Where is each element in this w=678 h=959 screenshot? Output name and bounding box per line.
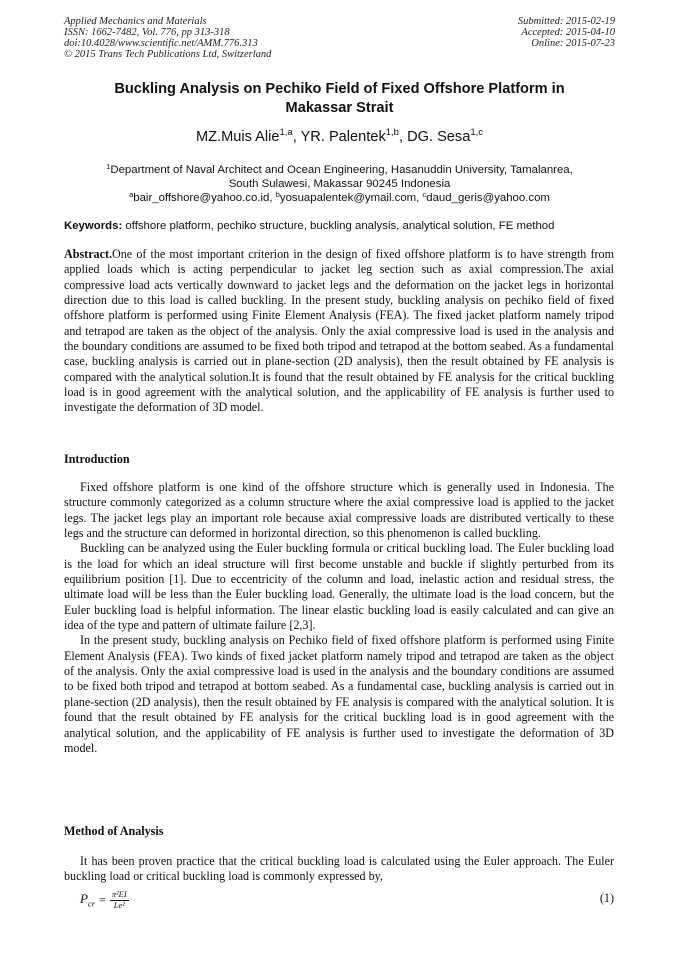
- email-address: bair_offshore@yahoo.co.id: [133, 192, 270, 204]
- author-superscript: 1,b: [385, 127, 399, 138]
- paper-title: [64, 80, 615, 118]
- equation-fraction: [110, 890, 129, 910]
- affiliation-line-1: $^1$Department of Naval Architect and Ocean Engineering, Hasanuddin University, Tamalanrea,: [106, 162, 573, 176]
- paragraph: In the present study, buckling analysis on Pechiko field of fixed offshore platform is performed using Finite Element Analysis (FEA). Two kinds of fixed jacket platform namely tripod and tetrapod are taken as the object of the analysis. Only the axial compressive load is used in the analysis and the boundary conditions are assumed to be fixed both tripod and tetrapod at bottom seabed. As a fundamental case, buckling analysis is carried out in plane-section (2D analysis), then the result obtained by FE analysis is compared with the analytical solution. It is found that the result obtained by FE analysis for the critical buckling load is in good agreement with the analytical solution, and the applicability of FE analysis is further used to investigate the deformation of 3D model.: [64, 633, 614, 755]
- equation-lhs-subscript: cr: [87, 898, 96, 909]
- journal-issn: ISSN: 1662-7482, Vol. 776, pp 313-318: [64, 27, 230, 38]
- affiliation-line-2: South Sulawesi, Makassar 90245 Indonesia: [228, 178, 451, 190]
- email-superscript: a: [129, 190, 134, 199]
- journal-info: [64, 16, 271, 60]
- equation-number: (1): [599, 891, 614, 905]
- email-address: daud_geris@yahoo.com: [426, 192, 550, 204]
- introduction-heading: Introduction: [64, 452, 130, 466]
- author-name: MZ.Muis Alie: [195, 129, 280, 145]
- journal-copyright: © 2015 Trans Tech Publications Ltd, Switzerland: [64, 49, 272, 60]
- email-superscript: b: [275, 190, 280, 199]
- equation-lhs: $P_{cr}$: [80, 891, 96, 909]
- equation-denominator: Le²: [113, 899, 125, 910]
- title-line-2: Makassar Strait: [285, 100, 394, 116]
- abstract-text: One of the most important criterion in the design of fixed offshore platform is to have strength from applied loads which is acting perpendicular to jacket leg section such as axial compression.The axial compressive load acts vertically downward to jacket legs and the deformation on the jacket legs in horizontal direction due to this load is called buckling. In the present study, buckling analysis on pechiko field of fixed offshore platform is performed using Finite Element Analysis (FEA). The fixed jacket platform namely tripod and tetrapod are taken as the object of the analysis. Only the axial compressive load is used in the analysis and the boundary conditions are assumed to be fixed both tripod and tetrapod at the bottom seabed. As a fundamental case, buckling analysis is carried out in plane-section (2D analysis), then the result obtained by FE analysis is compared with the analytical solution.It is found that the result obtained by FE analysis for the critical buckling load is in good agreement with the analytical solution, and the applicability of FE analysis is further used to investigate the deformation of 3D model.: [64, 247, 614, 415]
- introduction-body: [64, 480, 614, 756]
- method-heading: Method of Analysis: [64, 824, 164, 838]
- keywords-text: offshore platform, pechiko structure, buckling analysis, analytical solution, FE method: [122, 220, 555, 232]
- accepted-date: Accepted: 2015-04-10: [521, 27, 615, 38]
- paragraph: Fixed offshore platform is one kind of the offshore structure which is generally used in Indonesia. The structure commonly categorized as a column structure where the axial compressive load is applied to the jacket legs. The jacket legs play an important role because axial compressive loads are distributed vertically to these legs and the structure can deformed in horizontal direction, so this phenomenon is called buckling.: [64, 480, 614, 541]
- email-superscript: c: [422, 190, 427, 199]
- email-address: yosuapalentek@ymail.com: [279, 192, 417, 204]
- author-superscript: 1,c: [470, 127, 484, 138]
- method-body: [64, 854, 614, 885]
- equation-numerator: π²EI: [111, 889, 127, 899]
- keywords-label: Keywords:: [64, 220, 123, 232]
- equation-expression: [80, 888, 129, 912]
- submitted-date: Submitted: 2015-02-19: [517, 16, 615, 27]
- keywords: [64, 219, 615, 233]
- abstract: [64, 247, 614, 416]
- paragraph: It has been proven practice that the critical buckling load is calculated using the Euler approach. The Euler buckling load or critical buckling load is commonly expressed by,: [64, 854, 614, 884]
- author-list: MZ.Muis Alie$^{1,a}$, YR. Palentek$^{1,b}$, DG. Sesa$^{1,c}$: [195, 127, 484, 145]
- equation-equals: =: [99, 892, 106, 907]
- abstract-label: Abstract.: [64, 247, 113, 261]
- journal-name: Applied Mechanics and Materials: [64, 16, 207, 27]
- affiliation: [64, 163, 615, 205]
- title-line-1: Buckling Analysis on Pechiko Field of Fixed Offshore Platform in: [114, 81, 565, 97]
- submission-dates: [518, 16, 615, 49]
- author-name: DG. Sesa: [407, 129, 471, 145]
- journal-doi: doi:10.4028/www.scientific.net/AMM.776.313: [64, 38, 258, 49]
- paragraph: Buckling can be analyzed using the Euler buckling formula or critical buckling load. The Euler buckling load is the load for which an ideal structure will first become unstable and buckle if slightly perturbed from its equilibrium position [1]. Due to eccentricity of the column and load, inelastic action and residual stress, the ultimate load will be less than the Euler buckling load. Generally, the ultimate load is the load concern, but the Euler buckling load is helpful information. The linear elastic buckling load is easily calculated and can give an idea of the type and pattern of ultimate failure [2,3].: [64, 541, 614, 633]
- online-date: Online: 2015-07-23: [531, 38, 615, 49]
- affiliation-superscript: 1: [106, 162, 111, 171]
- author-superscript: 1,a: [279, 127, 293, 138]
- email-line: $^a$bair_offshore@yahoo.co.id, $^b$yosuapalentek@ymail.com, $^c$daud_geris@yahoo.com: [129, 190, 550, 204]
- author-name: YR. Palentek: [300, 129, 386, 145]
- equation-1: [64, 888, 614, 912]
